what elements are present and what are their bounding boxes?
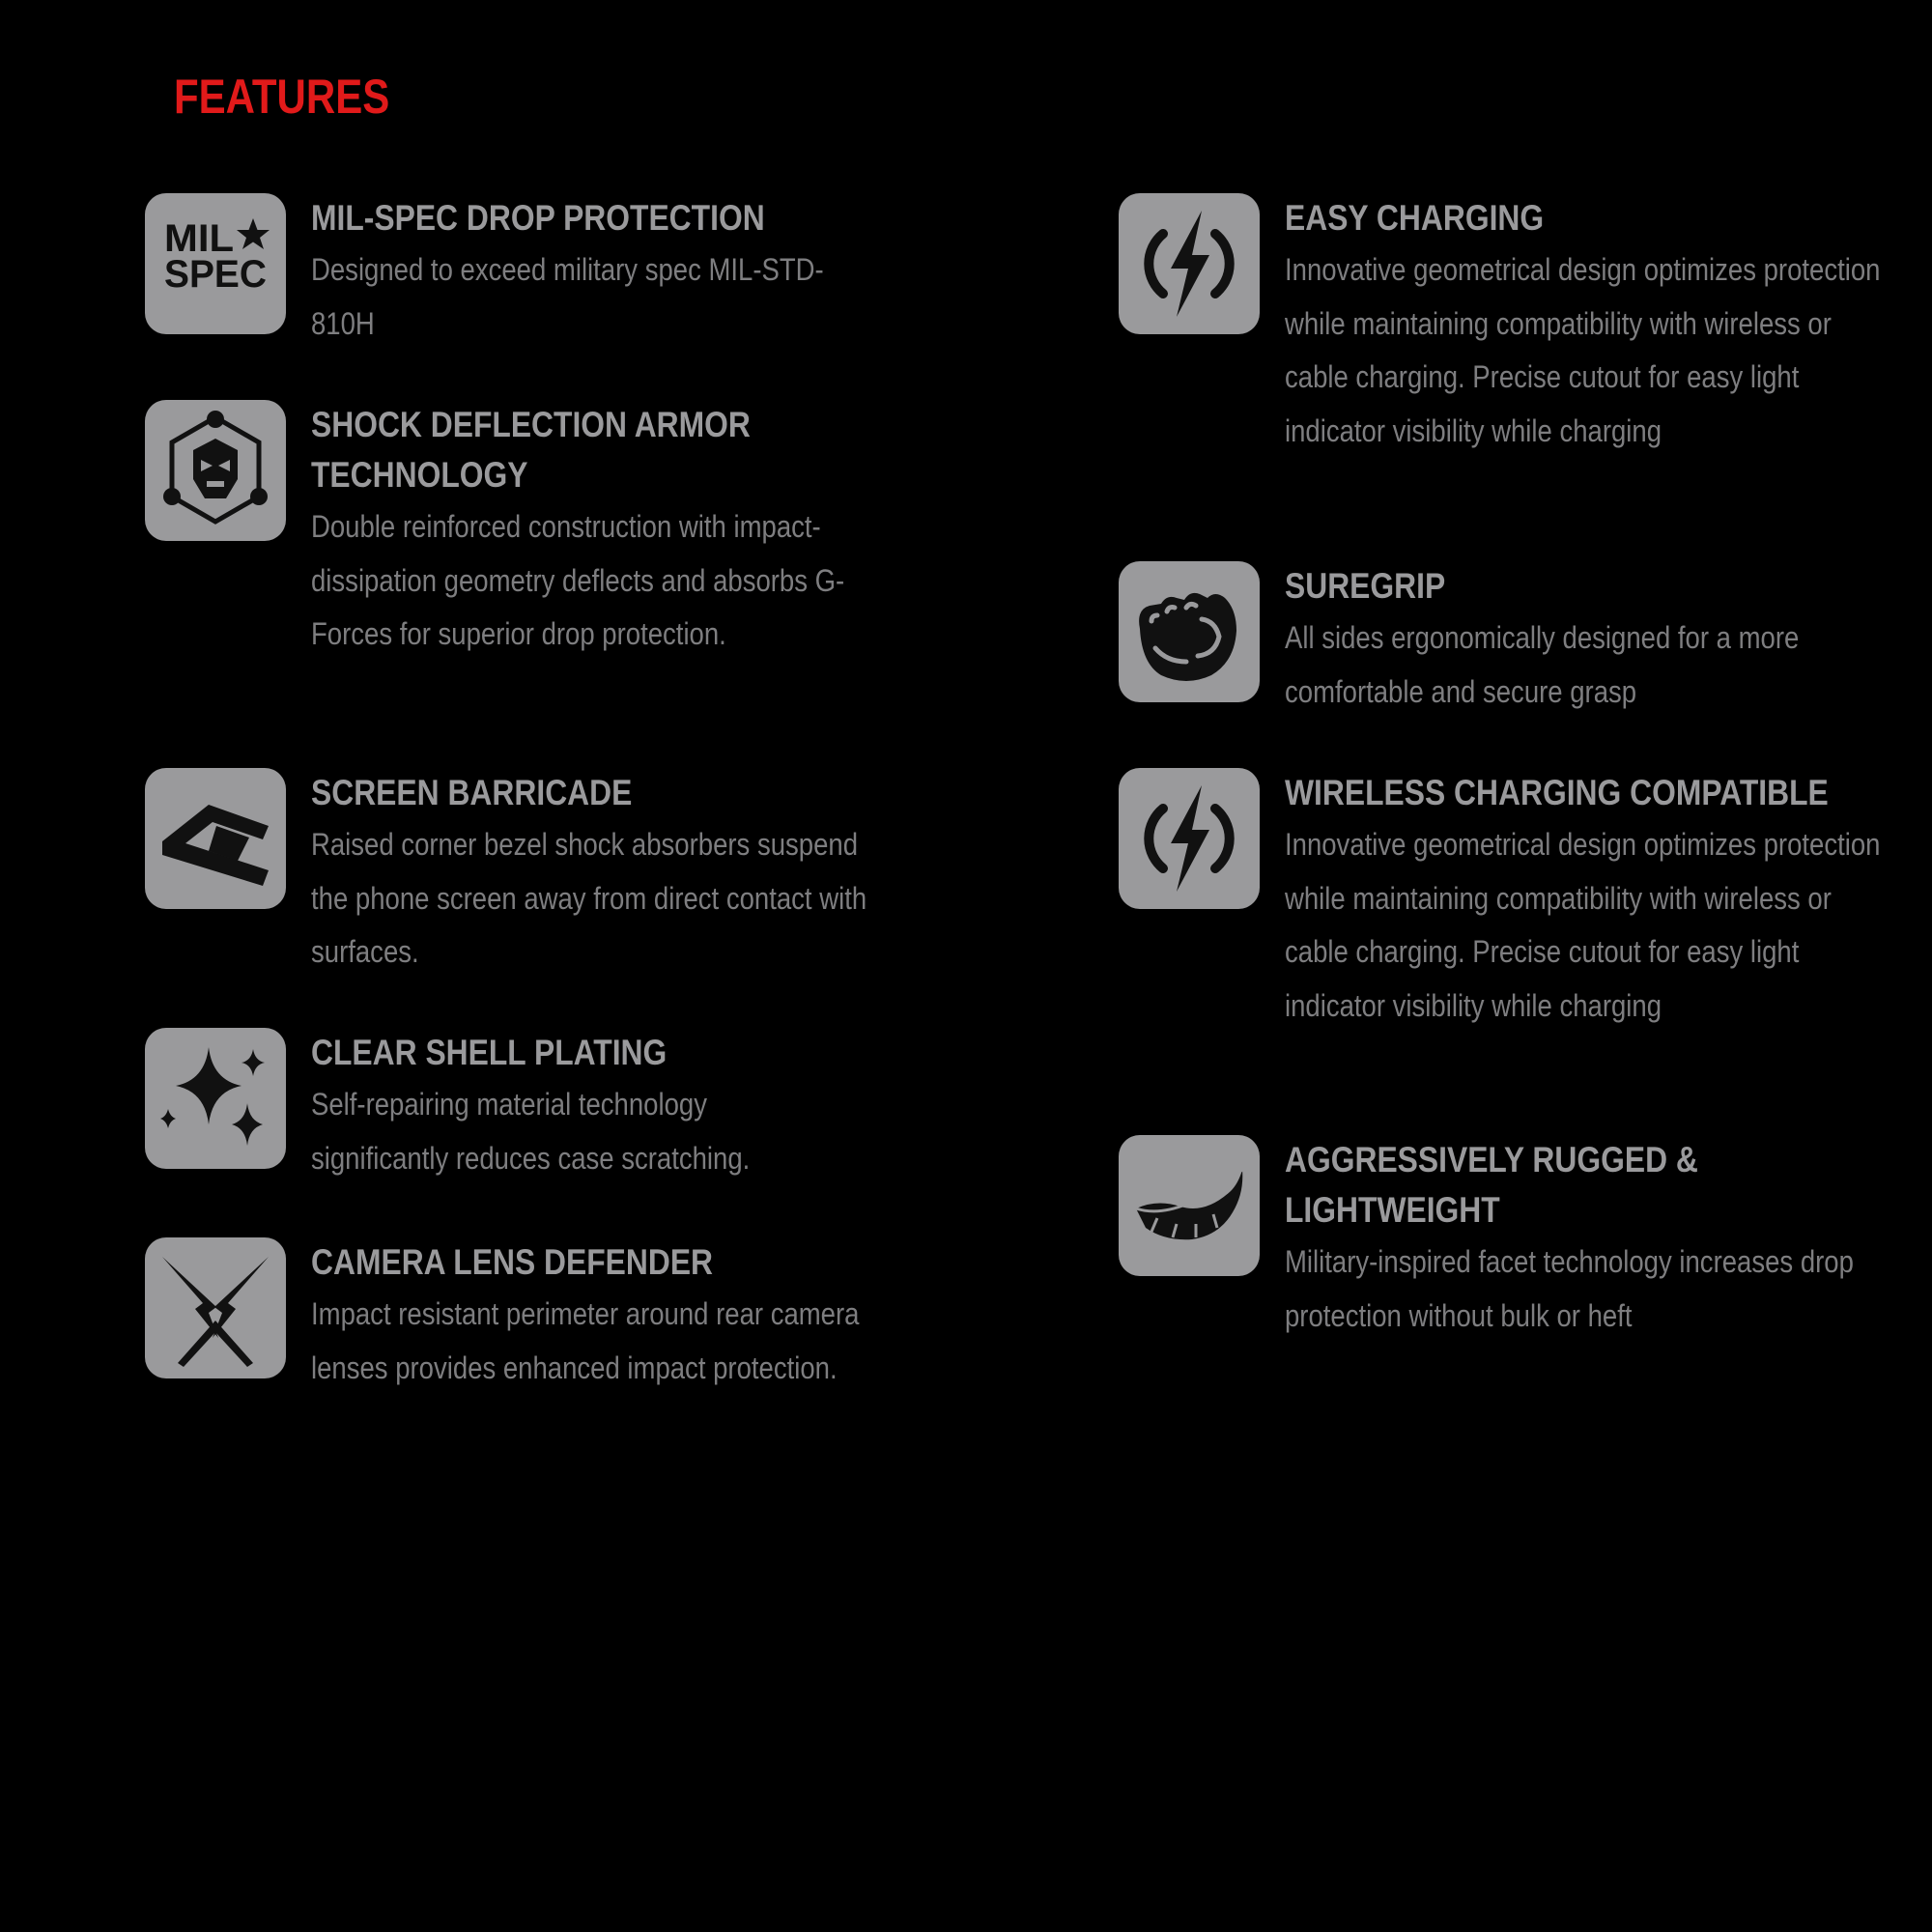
feature-title: SUREGRIP [1285, 566, 1446, 606]
feature-title: CAMERA LENS DEFENDER [311, 1242, 714, 1282]
feature-title: WIRELESS CHARGING COMPATIBLE [1285, 773, 1829, 812]
screen-barricade-icon [145, 768, 286, 909]
feature-title: SCREEN BARRICADE [311, 773, 633, 812]
feather-icon [1119, 1135, 1260, 1276]
feature-description: Military-inspired facet technology increases drop protection without bulk or heft [1285, 1244, 1854, 1333]
feature-description: Double reinforced construction with impact-dissipation geometry deflects and absorbs G-Forces for superior drop protection. [311, 509, 845, 651]
feature-title: CLEAR SHELL PLATING [311, 1033, 668, 1072]
feature-description: All sides ergonomically designed for a more comfortable and secure grasp [1285, 620, 1800, 709]
features-heading: FEATURES [174, 70, 390, 124]
feature-title: SHOCK DEFLECTION ARMOR TECHNOLOGY [311, 405, 751, 495]
feature-description: Self-repairing material technology significantly reduces case scratching. [311, 1087, 751, 1176]
svg-text:SPEC: SPEC [164, 253, 267, 296]
feature-title: EASY CHARGING [1285, 198, 1545, 238]
shock-armor-icon [145, 400, 286, 541]
feature-description: Innovative geometrical design optimizes protection while maintaining compatibility with wireless or cable charging. Precise cutout for easy light indicator visibility while charging [1285, 827, 1881, 1023]
feature-title: MIL-SPEC DROP PROTECTION [311, 198, 765, 238]
feature-icon-feather [1119, 1135, 1260, 1276]
feature-description: Designed to exceed military spec MIL-STD-810H [311, 252, 824, 341]
grip-hand-icon [1119, 561, 1260, 702]
svg-text:MIL: MIL [164, 217, 234, 260]
feature-description: Innovative geometrical design optimizes protection while maintaining compatibility with wireless or cable charging. Precise cutout for easy light indicator visibility while charging [1285, 252, 1881, 448]
lens-defender-icon [145, 1237, 286, 1378]
feature-description: Impact resistant perimeter around rear camera lenses provides enhanced impact protection. [311, 1296, 860, 1385]
feature-description: Raised corner bezel shock absorbers suspend the phone screen away from direct contact with surfaces. [311, 827, 867, 969]
sparkle-icon [145, 1028, 286, 1169]
charging-bolt-icon [1119, 193, 1260, 334]
wireless-charging-icon [1119, 768, 1260, 909]
mil-spec-icon [145, 193, 286, 334]
feature-title: AGGRESSIVELY RUGGED & LIGHTWEIGHT [1285, 1140, 1698, 1230]
